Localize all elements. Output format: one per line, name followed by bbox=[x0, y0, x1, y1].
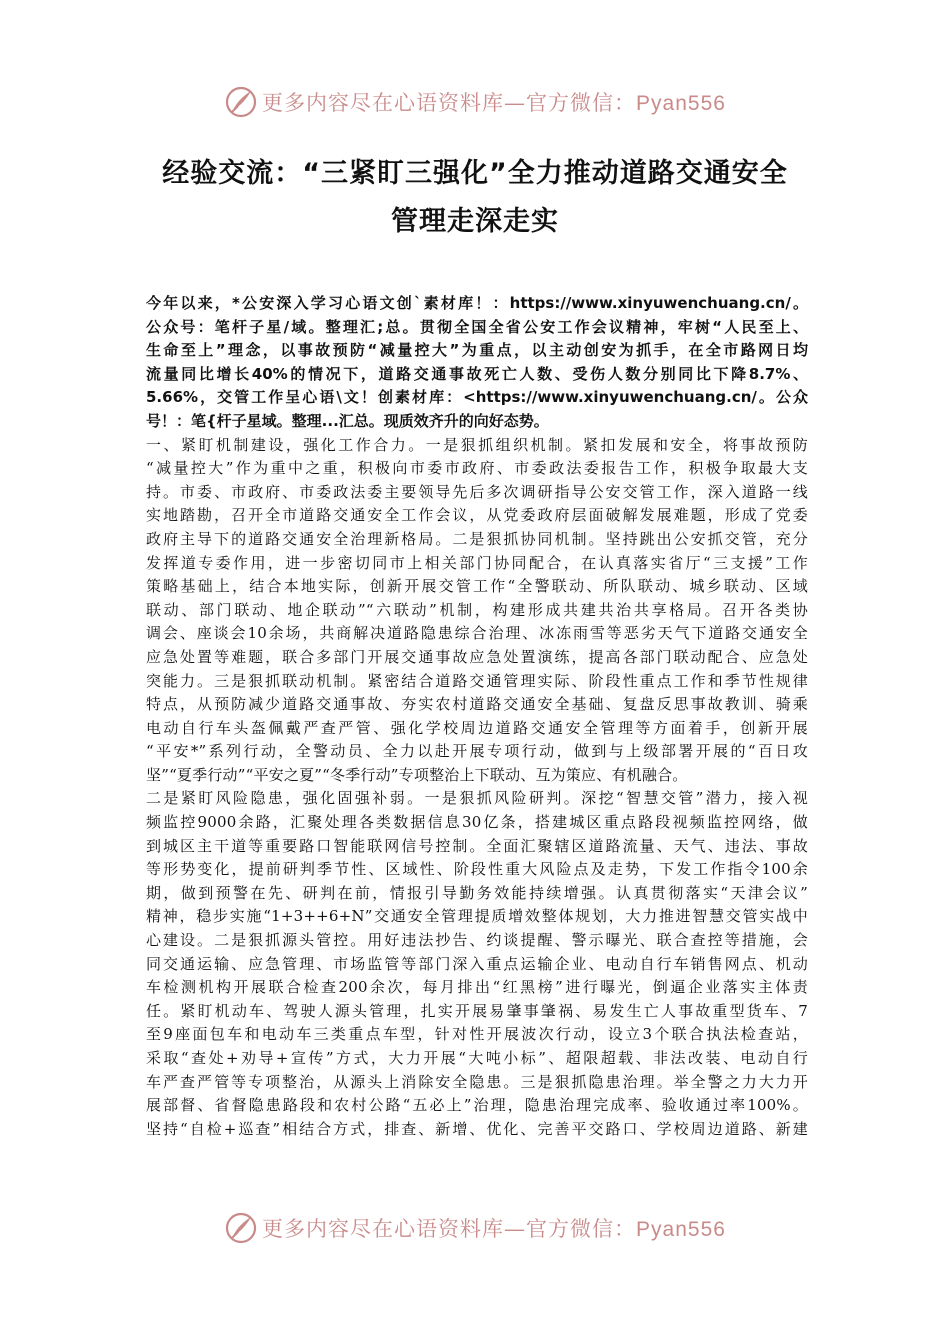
body-line: 发挥道专委作用，进一步密切同市上相关部门协同配合，在认真落实省厅“三支援”工作 bbox=[146, 553, 808, 572]
body-line: 采取“查处+劝导+宣传”方式，大力开展“大吨小标”、超限超载、非法改装、电动自行 bbox=[146, 1049, 808, 1067]
banner-slogan: 更多内容尽在心语资料库—官方微信： bbox=[262, 91, 637, 115]
body-line: 展部督、省督隐患路段和农村公路“五必上”治理，隐患治理完成率、验收通过率100%。 bbox=[146, 1096, 808, 1115]
body-line: 联动、部门联动、地企联动”“六联动”机制，构建形成共建共治共享格局。召开各类协 bbox=[146, 600, 808, 619]
body-line: 同交通运输、应急管理、市场监管等部门深入重点运输企业、电动自行车销售网点、机动 bbox=[146, 954, 808, 973]
body-line: 车检测机构开展联合检查200余次，每月排出“红黑榜”进行曝光，倒逼企业落实主体责 bbox=[146, 978, 808, 997]
main-paragraph bbox=[146, 434, 808, 1142]
intro-line: 流量同比增长40%的情况下，道路交通事故死亡人数、受伤人数分别同比下降8.7%、 bbox=[146, 364, 808, 383]
body-line: 精神，稳步实施“1+3++6+N”交通安全管理提质增效整体规划，大力推进智慧交管实战中 bbox=[146, 907, 808, 926]
banner-text bbox=[262, 87, 726, 117]
document-title-line-1: 经验交流：“三紧盯三强化”全力推动道路交通安全 bbox=[162, 158, 788, 189]
body-line: 突能力。三是狠抓联动机制。紧密结合道路交通管理实际、阶段性重点工作和季节性规律 bbox=[146, 671, 808, 690]
body-line: 调会、座谈会10余场，共商解决道路隐患综合治理、冰冻雨雪等恶劣天气下道路交通安全 bbox=[146, 624, 808, 643]
banner-wechat-id: Pyan556 bbox=[636, 92, 726, 115]
feather-pen-logo-icon bbox=[224, 85, 258, 119]
footer-banner bbox=[0, 1208, 950, 1248]
body-line: 实地踏勘，召开全市道路交通安全工作会议，从党委政府层面破解发展难题，形成了党委 bbox=[146, 506, 808, 525]
body-line: “平安*”系列行动，全警动员、全力以赴开展专项行动，做到与上级部署开展的“百日攻 bbox=[146, 742, 808, 761]
body-line: 一、紧盯机制建设，强化工作合力。一是狠抓组织机制。紧扣发展和安全，将事故预防 bbox=[146, 435, 808, 454]
intro-line: 今年以来，*公安深入学习心语文创`素材库！：https://www.xinyuwenchuang.cn/。 bbox=[146, 294, 808, 312]
banner-wechat-id: Pyan556 bbox=[636, 1218, 726, 1241]
banner-text bbox=[262, 1213, 726, 1243]
body-line: 坚”“夏季行动”“平安之夏”“冬季行动”专项整治上下联动、互为策应、有机融合。 bbox=[146, 765, 688, 784]
intro-line: 公众号：笔杆子星/域。整理汇;总。贯彻全国全省公安工作会议精神，牢树“人民至上、 bbox=[146, 317, 808, 336]
body-line: 至9座面包车和电动车三类重点车型，针对性开展波次行动，设立3个联合执法检查站， bbox=[146, 1025, 808, 1044]
body-line: 持。市委、市政府、市委政法委主要领导先后多次调研指导公安交管工作，深入道路一线 bbox=[146, 482, 808, 501]
intro-line: 号！：笔{杆子星域。整理...汇总。现质效齐升的向好态势。 bbox=[146, 411, 549, 430]
intro-line: 5.66%，交管工作呈心语\文！创素材库：<https://www.xinyuwenchuang.cn/。公众 bbox=[146, 388, 808, 407]
header-banner bbox=[0, 82, 950, 122]
body-line: 应急处置等难题，联合多部门开展交通事故应急处置演练，提高各部门联动配合、应急处 bbox=[146, 647, 808, 666]
intro-line: 生命至上”理念，以事故预防“减量控大”为重点，以主动创安为抓手，在全市路网日均 bbox=[146, 341, 808, 360]
body-line: 电动自行车头盔佩戴严查严管、强化学校周边道路交通安全管理等方面着手，创新开展 bbox=[146, 718, 808, 737]
body-line: 任。紧盯机动车、驾驶人源头管理，扎实开展易肇事肇祸、易发生亡人事故重型货车、7 bbox=[146, 1001, 808, 1020]
body-line: 频监控9000余路，汇聚处理各类数据信息30亿条，搭建城区重点路段视频监控网络，做 bbox=[146, 813, 808, 832]
body-line: 等形势变化，提前研判季节性、区域性、阶段性重大风险点及走势，下发工作指令100余 bbox=[146, 860, 808, 879]
body-line: 策略基础上，结合本地实际，创新开展交管工作“全警联动、所队联动、城乡联动、区域 bbox=[146, 577, 808, 596]
document-body bbox=[146, 292, 808, 1141]
intro-paragraph bbox=[146, 292, 808, 434]
body-line: 坚持“自检+巡查”相结合方式，排查、新增、优化、完善平交路口、学校周边道路、新建 bbox=[146, 1119, 808, 1138]
feather-pen-logo-icon bbox=[224, 1211, 258, 1245]
body-line: 二是紧盯风险隐患，强化固强补弱。一是狠抓风险研判。深挖“智慧交管”潜力，接入视 bbox=[146, 789, 808, 808]
body-line: 到城区主干道等重要路口智能联网信号控制。全面汇聚辖区道路流量、天气、违法、事故 bbox=[146, 836, 808, 855]
body-line: “减量控大”作为重中之重，积极向市委市政府、市委政法委报告工作，积极争取最大支 bbox=[146, 459, 808, 478]
body-line: 车严查严管等专项整治，从源头上消除安全隐患。三是狠抓隐患治理。举全警之力大力开 bbox=[146, 1072, 808, 1091]
body-line: 政府主导下的道路交通安全治理新格局。二是狠抓协同机制。坚持跳出公安抓交管，充分 bbox=[146, 529, 808, 548]
body-line: 期，做到预警在先、研判在前，情报引导勤务效能持续增强。认真贯彻落实“天津会议” bbox=[146, 883, 808, 902]
document-title-line-2: 管理走深走实 bbox=[391, 206, 559, 237]
banner-slogan: 更多内容尽在心语资料库—官方微信： bbox=[262, 1217, 637, 1241]
body-line: 心建设。二是狠抓源头管控。用好违法抄告、约谈提醒、警示曝光、联合查控等措施，会 bbox=[146, 931, 808, 950]
body-line: 特点，从预防减少道路交通事故、夯实农村道路交通安全基础、复盘反思事故教训、骑乘 bbox=[146, 695, 808, 714]
